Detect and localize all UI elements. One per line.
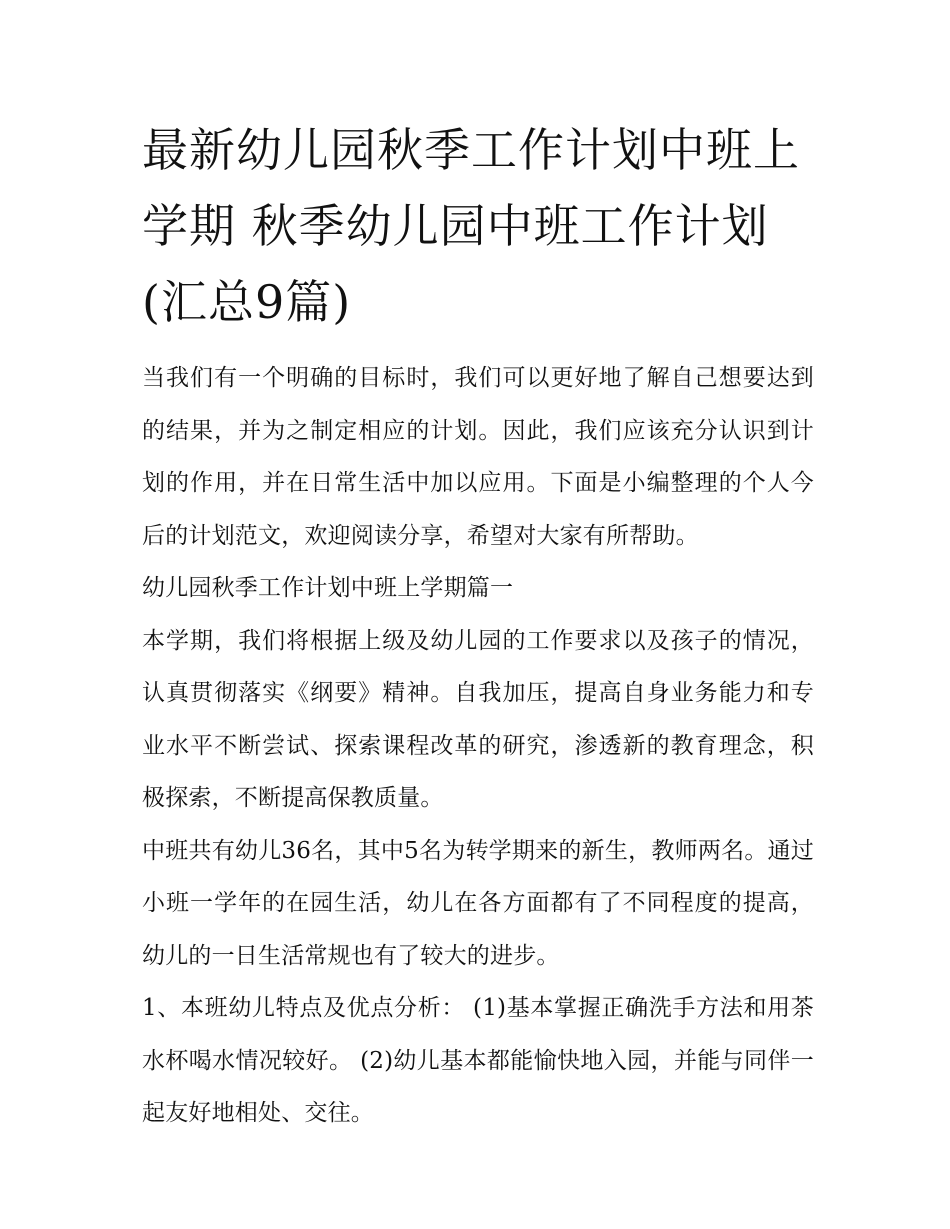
intro-paragraph: 当我们有一个明确的目标时，我们可以更好地了解自己想要达到的结果，并为之制定相应的计划。因此，我们应该充分认识到计划的作用，并在日常生活中加以应用。下面是小编整理的个人今后的计划范文，欢迎阅读分享，希望对大家有所帮助。 [142, 365, 814, 549]
document-title: 最新幼儿园秋季工作计划中班上学期 秋季幼儿园中班工作计划(汇总9篇) [142, 123, 800, 329]
class-analysis-paragraph: 1、本班幼儿特点及优点分析： (1)基本掌握正确洗手方法和用茶水杯喝水情况较好。 (2)幼儿基本都能愉快地入园，并能与同伴一起友好地相处、交往。 [142, 995, 814, 1126]
semester-plan-paragraph: 本学期，我们将根据上级及幼儿园的工作要求以及孩子的情况，认真贯彻落实《纲要》精神。自我加压，提高自身业务能力和专业水平不断尝试、探索课程改革的研究，渗透新的教育理念，积极探索，不断提高保教质量。 [142, 627, 814, 811]
document-body [142, 352, 814, 1140]
section-heading: 幼儿园秋季工作计划中班上学期篇一 [142, 575, 514, 601]
class-overview-paragraph: 中班共有幼儿36名，其中5名为转学期来的新生，教师两名。通过小班一学年的在园生活，幼儿在各方面都有了不同程度的提高，幼儿的一日生活常规也有了较大的进步。 [142, 837, 814, 969]
